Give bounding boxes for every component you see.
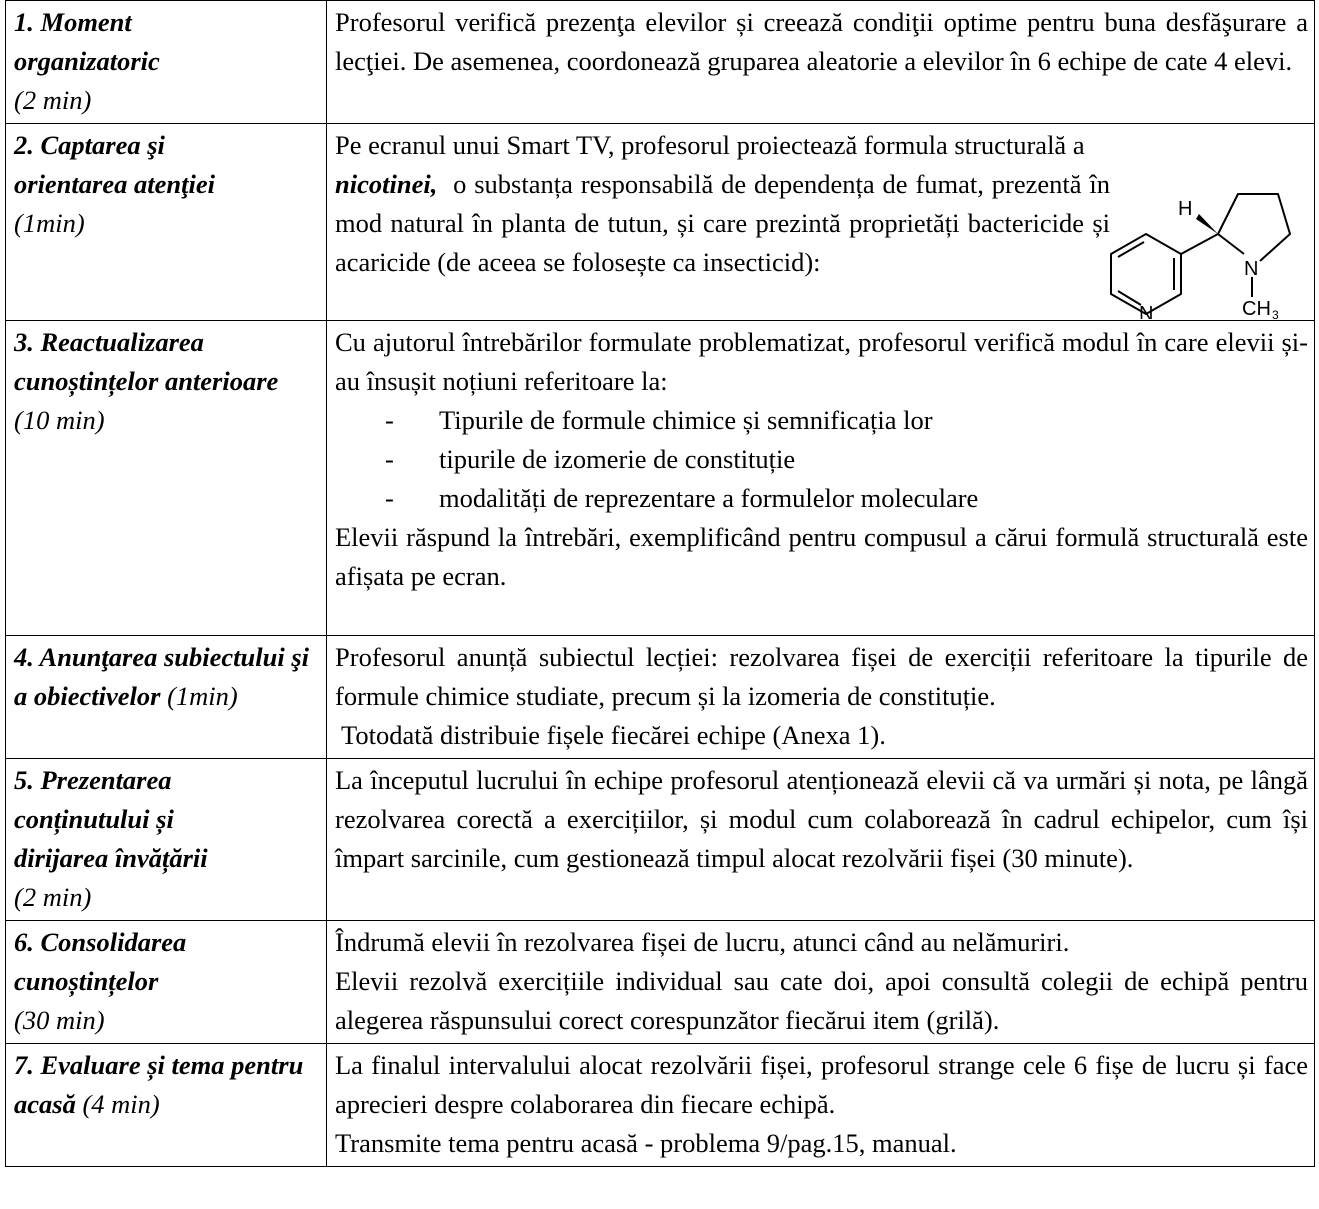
list-item-text: tipurile de izomerie de constituție	[439, 444, 796, 474]
stage-time: (2 min)	[14, 882, 92, 912]
description-cell	[327, 759, 1315, 921]
lesson-plan-table	[5, 0, 1315, 1167]
description-cell	[327, 124, 1315, 321]
description-cell	[327, 1, 1315, 124]
list-item	[335, 479, 1308, 518]
stage-cell	[6, 1, 327, 124]
description-cell	[327, 1044, 1315, 1167]
nicotine-block	[335, 165, 1308, 319]
stage-cell	[6, 321, 327, 636]
description-intro: Cu ajutorul întrebărilor formulate problematizat, profesorul verifică modul în care elevii și-au însușit noțiuni referitoare la:	[335, 327, 1308, 396]
table-row	[6, 636, 1315, 759]
description-outro: Elevii răspund la întrebări, exemplificând pentru compusul a cărui formulă structurală este afișata pe ecran.	[335, 522, 1308, 591]
table-row	[6, 124, 1315, 321]
stage-time: (30 min)	[14, 1005, 105, 1035]
topic-list	[335, 401, 1308, 518]
stage-cell	[6, 1044, 327, 1167]
stage-cell	[6, 636, 327, 759]
bullet-dash: -	[385, 483, 394, 513]
table-row	[6, 1044, 1315, 1167]
stage-time: (10 min)	[14, 405, 105, 435]
pyridine-nitrogen-label: N	[1139, 303, 1154, 319]
list-item-text: Tipurile de formule chimice și semnificația lor	[439, 405, 933, 435]
methyl-subscript: 3	[1272, 308, 1279, 319]
description-cell	[327, 636, 1315, 759]
stage-cell	[6, 124, 327, 321]
nicotine-paragraph	[335, 165, 1110, 282]
table-row	[6, 321, 1315, 636]
description-cell	[327, 921, 1315, 1044]
stage-time: (2 min)	[14, 85, 92, 115]
stage-title: 7. Evaluare și tema pentru acasă	[14, 1050, 304, 1119]
bullet-dash: -	[385, 444, 394, 474]
table-row	[6, 1, 1315, 124]
bullet-dash: -	[385, 405, 394, 435]
table-row	[6, 759, 1315, 921]
stage-time: (1min)	[167, 681, 238, 711]
stage-title: 3. Reactualizarea cunoștințelor anterioare	[14, 327, 279, 396]
nicotine-structure-diagram	[1078, 169, 1304, 319]
description-text: Profesorul anunță subiectul lecției: rezolvarea fișei de exerciții referitoare la tipurile de formule chimice studiate, precum și la izomeria de constituție.	[335, 642, 1308, 711]
stage-title: 6. Consolidarea cunoștințelor	[14, 927, 187, 996]
list-item	[335, 440, 1308, 479]
description-text: Profesorul verifică prezenţa elevilor și creează condiţii optime pentru buna desfăşurare a lecţiei. De asemenea, coordonează gruparea aleatorie a elevilor în 6 echipe de cate 4 elevi.	[335, 7, 1308, 76]
stage-title: 1. Moment organizatoric	[14, 7, 160, 76]
nicotine-description: o substanța responsabilă de dependența de fumat, prezentă în mod natural în planta de tutun, și care prezintă proprietăți bactericide și acaricide (de aceea se folosește ca insecticid):	[335, 169, 1111, 277]
stage-title: 5. Prezentarea conținutului și dirijarea învățării	[14, 765, 208, 873]
nicotine-term: nicotinei,	[335, 169, 438, 199]
stage-time: (4 min)	[82, 1089, 160, 1119]
description-text-2: Elevii rezolvă exercițiile individual sau cate doi, apoi consultă colegii de echipă pentru alegerea răspunsului corect corespunzător fiecărui item (grilă).	[335, 966, 1308, 1035]
table-row	[6, 921, 1315, 1044]
description-cell	[327, 321, 1315, 636]
description-text: Îndrumă elevii în rezolvarea fișei de lucru, atunci când au nelămuriri.	[335, 927, 1070, 957]
description-text: La începutul lucrului în echipe profesorul atenționează elevii că va urmări și nota, pe lângă rezolvarea corectă a exercițiilor, și modul cum colaborează în cadrul echipelor, cum își împart sarcinile, cum gestionează timpul alocat rezolvării fișei (30 minute).	[335, 765, 1308, 873]
description-text-2: Totodată distribuie fișele fiecărei echipe (Anexa 1).	[341, 720, 886, 750]
stage-title: 2. Captarea şi orientarea atenţiei	[14, 130, 215, 199]
list-item	[335, 401, 1308, 440]
hydrogen-label: H	[1178, 198, 1193, 220]
stage-time: (1min)	[14, 208, 85, 238]
stage-title: 4. Anunţarea subiectului şi a obiectivelor	[14, 642, 310, 711]
description-intro: Pe ecranul unui Smart TV, profesorul proiectează formula structurală a	[335, 130, 1085, 160]
methyl-label: CH	[1242, 298, 1271, 319]
ring-nitrogen-label: N	[1244, 258, 1259, 280]
list-item-text: modalități de reprezentare a formulelor moleculare	[439, 483, 979, 513]
stage-cell	[6, 921, 327, 1044]
description-text: La finalul intervalului alocat rezolvării fișei, profesorul strange cele 6 fișe de lucru și face aprecieri despre colaborarea din fiecare echipă.	[335, 1050, 1308, 1119]
description-text-2: Transmite tema pentru acasă - problema 9/pag.15, manual.	[335, 1128, 957, 1158]
stage-cell	[6, 759, 327, 921]
